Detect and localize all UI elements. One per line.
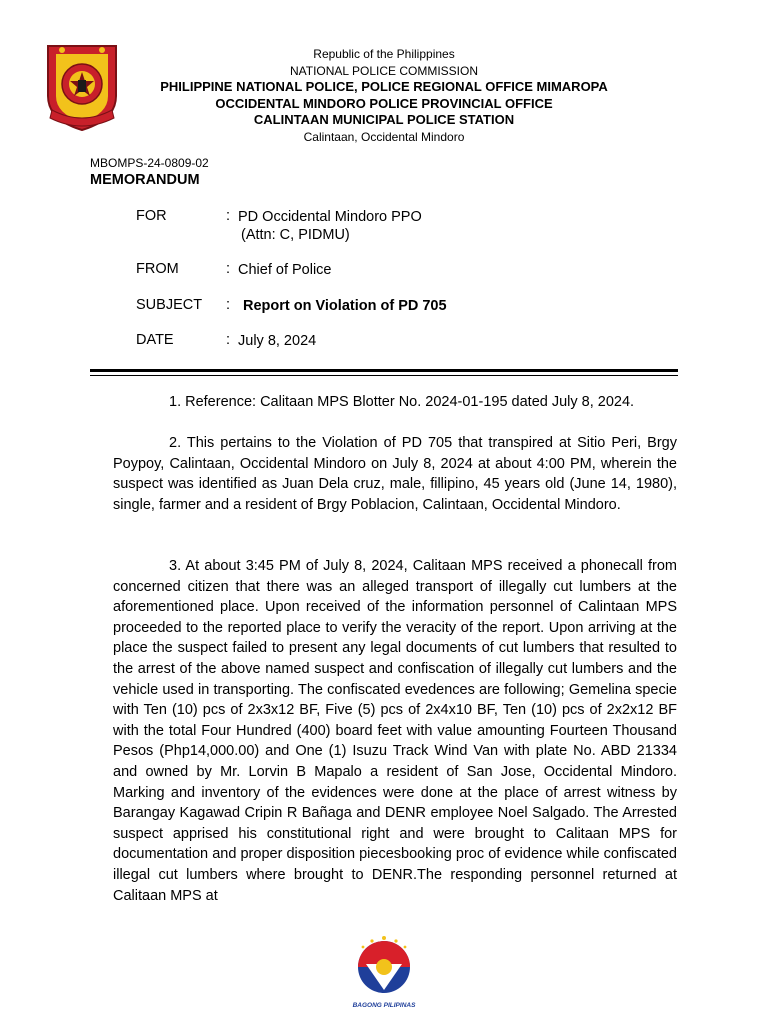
bagong-pilipinas-text: BAGONG PILIPINAS [352,1002,416,1009]
pnp-region-line: PHILIPPINE NATIONAL POLICE, POLICE REGIONAL OFFICE MIMAROPA [160,79,608,94]
for-colon: : [226,208,231,224]
memo-reference-number: MBOMPS-24-0809-02 [90,156,209,170]
bagong-pilipinas-logo [344,934,424,1010]
subject-colon: : [226,297,231,313]
for-attention: (Attn: C, PIDMU) [241,227,350,243]
paragraph-2: 2. This pertains to the Violation of PD 705 that transpired at Sitio Peri, Brgy Poypoy, Calintaan, Occidental Mindoro on July 8, 2024 at about 4:00 PM, wherein the suspect was identified as Juan Dela cruz, male, fillipino, 45 years old (June 14, 1980), single, farmer and a resident of Brgy Poblacion, Calintaan, Occidental Mindoro. [113,435,677,513]
date-value: July 8, 2024 [238,333,317,349]
station-line: CALINTAAN MUNICIPAL POLICE STATION [253,112,515,127]
date-label: DATE [136,332,174,348]
pnp-seal-logo [42,40,122,132]
napolcom-line: NATIONAL POLICE COMMISSION [289,63,479,78]
for-recipient: PD Occidental Mindoro PPO [238,209,422,225]
paragraph-1: 1. Reference: Calitaan MPS Blotter No. 2024-01-195 dated July 8, 2024. [169,394,635,410]
memo-title: MEMORANDUM [90,172,200,188]
subject-label: SUBJECT [136,297,203,313]
from-value: Chief of Police [238,262,332,278]
letterhead [120,46,648,145]
date-colon: : [226,332,231,348]
for-value [238,208,422,244]
address-line: Calintaan, Occidental Mindoro [303,129,465,144]
for-label: FOR [136,208,167,224]
from-label: FROM [136,261,179,277]
provincial-office-line: OCCIDENTAL MINDORO POLICE PROVINCIAL OFFICE [215,95,553,111]
republic-line: Republic of the Philippines [313,47,455,61]
paragraph-3: 3. At about 3:45 PM of July 8, 2024, Calitaan MPS received a phonecall from concerned citizen that there was an alleged transport of illegally cut lumbers at the aforementioned place. Upon received of the information personnel of Calintaan MPS proceeded to the reported place to verify the veracity of the report. Upon arriving at the place the suspect failed to present any legal documents of cut lumbers that resulted to the arrest of the above named suspect and confiscation of illegally cut lumbers and the vehicle used in transporting. The confiscated evedences are following; Gemelina specie with Ten (10) pcs of 2x3x12 BF, Five (5) pcs of 2x4x10 BF, Ten (10) pcs of 2x2x12 BF with the total Four Hundred (400) board feet with value amounting Fourteen Thousand Pesos (Php14,000.00) and One (1) Isuzu Track Wind Van with plate No. ABD 21334 and owned by Mr. Lorvin B Mapalo a resident of San Jose, Occidental Mindoro. Marking and inventory of the evidences were done at the place of arrest witness by Barangay Kagawad Cripin R Bañaga and DENR employee Noel Salgado. The Arrested suspect apprised his constitutional right and were brought to Calitaan MPS for documentation and proper disposition piecesbooking proc of evidence while confiscated illegal cut lumbers where brought to DENR.The responding personnel returned at Calitaan MPS at [113,558,677,904]
subject-value: Report on Violation of PD 705 [243,298,447,314]
separator-thin [90,375,678,376]
separator-thick [90,369,678,372]
from-colon: : [226,261,231,277]
